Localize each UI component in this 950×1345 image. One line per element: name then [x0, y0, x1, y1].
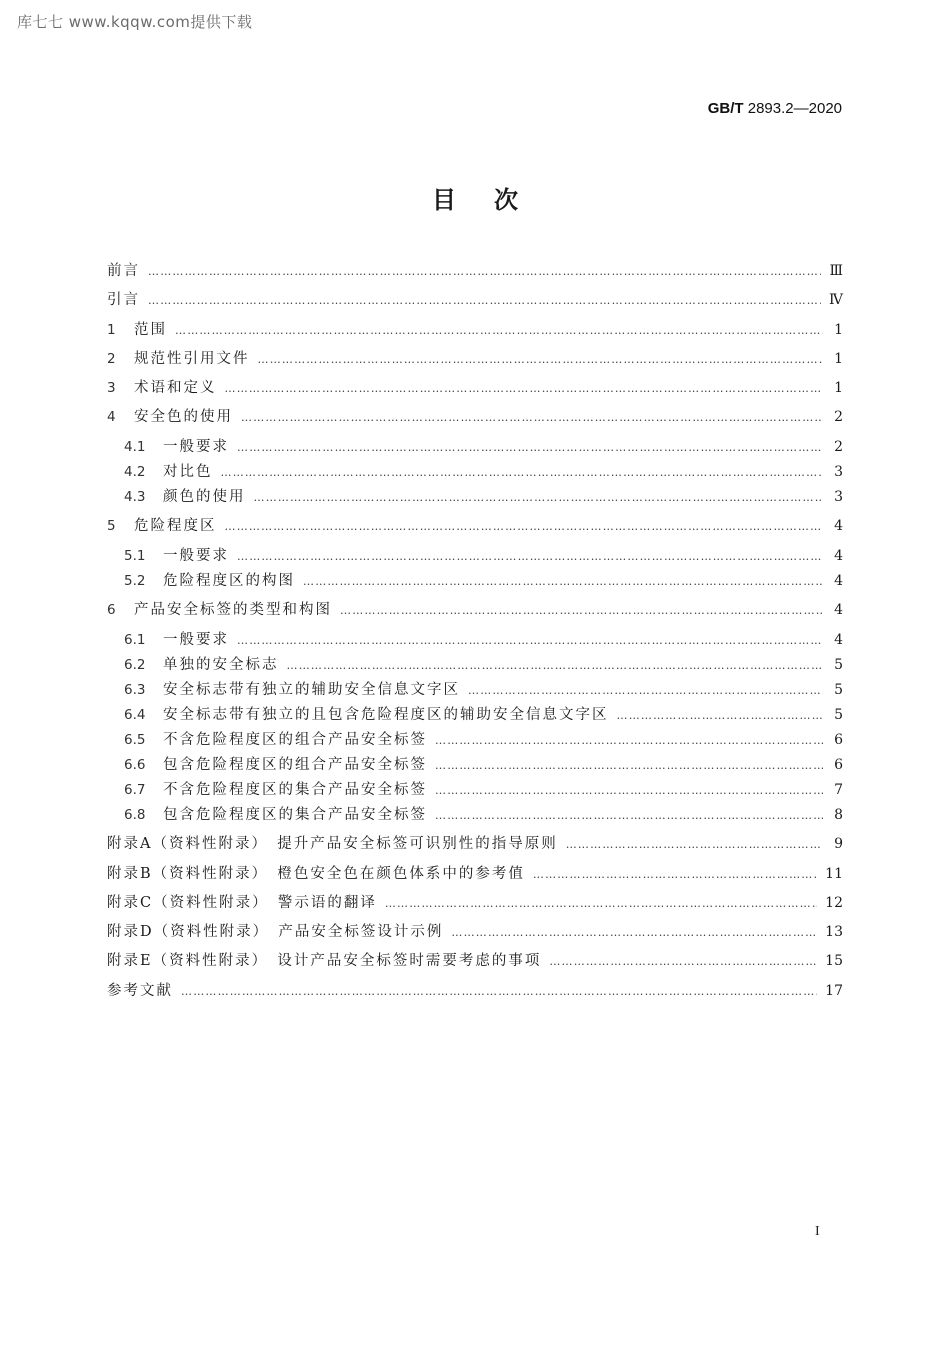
toc-entry-label: 附录B（资料性附录） 橙色安全色在颜色体系中的参考值: [107, 866, 525, 882]
toc-leader-dots: [533, 864, 817, 886]
toc-leader-dots: [175, 320, 823, 342]
toc-entry-page: 5: [834, 657, 843, 673]
toc-entry-label: 产品安全标签的类型和构图: [134, 602, 332, 618]
toc-entry-page: 11: [825, 866, 843, 882]
toc-entry[interactable]: [107, 570, 843, 592]
toc-entry-label: 规范性引用文件: [134, 351, 250, 367]
toc-entry-page: 2: [834, 409, 843, 425]
toc-entry-number: 6.7: [124, 782, 146, 798]
toc-entry[interactable]: [107, 319, 843, 341]
watermark-text: 库七七 www.kqqw.com提供下载: [17, 13, 253, 31]
toc-entry-page: 4: [834, 632, 843, 648]
toc-entry[interactable]: [107, 754, 843, 776]
toc-leader-dots: [617, 705, 824, 727]
toc-entry[interactable]: [107, 654, 843, 676]
toc-entry[interactable]: [107, 348, 843, 370]
toc-entry-page: 4: [834, 602, 843, 618]
toc-entry-number: 6.1: [124, 632, 146, 648]
toc-entry-number: 5: [107, 518, 116, 534]
toc-entry[interactable]: [107, 436, 843, 458]
toc-leader-dots: [148, 290, 821, 312]
toc-entry-page: 5: [834, 707, 843, 723]
toc-entry-page: 6: [834, 757, 843, 773]
toc-entry-label: 对比色: [163, 464, 213, 480]
toc-leader-dots: [549, 951, 817, 973]
standard-number: 2893.2—2020: [747, 100, 842, 117]
toc-leader-dots: [566, 834, 823, 856]
toc-leader-dots: [303, 571, 823, 593]
toc-entry-page: 7: [834, 782, 843, 798]
toc-leader-dots: [181, 981, 817, 1003]
toc-entry-number: 1: [107, 322, 116, 338]
standard-code: [708, 100, 842, 117]
toc-leader-dots: [451, 922, 817, 944]
toc-leader-dots: [385, 893, 817, 915]
toc-entry-number: 4.3: [124, 489, 146, 505]
toc-entry[interactable]: [107, 260, 843, 282]
toc-entry-page: 9: [834, 836, 843, 852]
toc-entry-number: 4: [107, 409, 116, 425]
toc-entry[interactable]: [107, 486, 843, 508]
toc-entry[interactable]: [107, 704, 843, 726]
toc-entry[interactable]: [107, 980, 843, 1002]
toc-entry-number: 3: [107, 380, 116, 396]
toc-leader-dots: [435, 755, 823, 777]
toc-leader-dots: [221, 462, 824, 484]
toc-entry[interactable]: [107, 599, 843, 621]
toc-entry[interactable]: [107, 950, 843, 972]
toc-entry-number: 6: [107, 602, 116, 618]
toc-entry-page: 12: [825, 895, 843, 911]
toc-entry-label: 一般要求: [163, 548, 229, 564]
toc-entry[interactable]: [107, 892, 843, 914]
toc-entry-number: 4.1: [124, 439, 146, 455]
toc-entry[interactable]: [107, 804, 843, 826]
toc-entry[interactable]: [107, 461, 843, 483]
toc-leader-dots: [287, 655, 824, 677]
toc-leader-dots: [225, 516, 824, 538]
toc-leader-dots: [258, 349, 824, 371]
toc-entry-number: 6.6: [124, 757, 146, 773]
toc-entry-page: 13: [825, 924, 843, 940]
toc-entry-label: 引言: [107, 292, 140, 308]
toc-entry-label: 附录D（资料性附录） 产品安全标签设计示例: [107, 924, 444, 940]
toc-entry[interactable]: [107, 377, 843, 399]
standard-prefix: GB/T: [707, 100, 744, 117]
toc-entry-page: 4: [834, 573, 843, 589]
toc-entry-page: 15: [825, 953, 843, 969]
toc-leader-dots: [225, 378, 824, 400]
toc-leader-dots: [237, 546, 823, 568]
toc-entry[interactable]: [107, 545, 843, 567]
toc-entry-number: 4.2: [124, 464, 146, 480]
toc-entry[interactable]: [107, 833, 843, 855]
page-number: I: [815, 1224, 820, 1239]
toc-leader-dots: [435, 805, 823, 827]
toc-entry-label: 附录E（资料性附录） 设计产品安全标签时需要考虑的事项: [107, 953, 542, 969]
toc-leader-dots: [237, 630, 823, 652]
toc-leader-dots: [340, 600, 823, 622]
toc-entry-label: 包含危险程度区的组合产品安全标签: [163, 757, 427, 773]
toc-entry-page: 5: [834, 682, 843, 698]
toc-entry-page: Ⅲ: [829, 263, 843, 279]
toc-entry[interactable]: [107, 679, 843, 701]
toc-entry-number: 6.8: [124, 807, 146, 823]
toc-entry[interactable]: [107, 921, 843, 943]
toc-entry-label: 附录C（资料性附录） 警示语的翻译: [107, 895, 377, 911]
toc-entry-page: 2: [834, 439, 843, 455]
toc-entry-page: 3: [834, 464, 843, 480]
toc-entry-number: 5.1: [124, 548, 146, 564]
toc-entry[interactable]: [107, 729, 843, 751]
toc-leader-dots: [241, 407, 823, 429]
toc-entry-label: 安全标志带有独立的且包含危险程度区的辅助安全信息文字区: [163, 707, 609, 723]
toc-entry-number: 5.2: [124, 573, 146, 589]
toc-entry-page: 4: [834, 518, 843, 534]
toc-entry[interactable]: [107, 515, 843, 537]
toc-entry-label: 参考文献: [107, 983, 173, 999]
toc-entry-page: 1: [834, 380, 843, 396]
toc-entry[interactable]: [107, 863, 843, 885]
toc-entry-number: 6.2: [124, 657, 146, 673]
toc-entry-label: 危险程度区的构图: [163, 573, 295, 589]
toc-entry-label: 安全标志带有独立的辅助安全信息文字区: [163, 682, 460, 698]
toc-entry-label: 前言: [107, 263, 140, 279]
toc-leader-dots: [468, 680, 823, 702]
toc-entry[interactable]: [107, 629, 843, 651]
toc-entry-label: 一般要求: [163, 632, 229, 648]
toc-entry-page: 4: [834, 548, 843, 564]
toc-entry-label: 术语和定义: [134, 380, 217, 396]
toc-entry-label: 一般要求: [163, 439, 229, 455]
toc-entry[interactable]: [107, 406, 843, 428]
toc-entry-number: 2: [107, 351, 116, 367]
toc-entry-number: 6.4: [124, 707, 146, 723]
toc-entry-page: 6: [834, 732, 843, 748]
toc-entry[interactable]: [107, 289, 843, 311]
toc-entry-label: 单独的安全标志: [163, 657, 279, 673]
toc-entry-number: 6.5: [124, 732, 146, 748]
toc-entry-page: 8: [834, 807, 843, 823]
toc-entry-page: 17: [825, 983, 843, 999]
toc-entry-page: 1: [834, 322, 843, 338]
toc-leader-dots: [237, 437, 823, 459]
toc-entry-number: 6.3: [124, 682, 146, 698]
toc-entry-label: 不含危险程度区的组合产品安全标签: [163, 732, 427, 748]
toc-entry-label: 颜色的使用: [163, 489, 246, 505]
toc-entry-label: 危险程度区: [134, 518, 217, 534]
toc-entry-label: 包含危险程度区的集合产品安全标签: [163, 807, 427, 823]
toc-entry-page: 3: [834, 489, 843, 505]
toc-entry-label: 安全色的使用: [134, 409, 233, 425]
page-title: 目次: [432, 186, 556, 214]
toc-entry[interactable]: [107, 779, 843, 801]
toc-entry-page: 1: [834, 351, 843, 367]
toc-entry-page: Ⅳ: [829, 292, 843, 308]
toc-leader-dots: [435, 730, 823, 752]
toc-leader-dots: [435, 780, 823, 802]
toc-entry-label: 附录A（资料性附录） 提升产品安全标签可识别性的指导原则: [107, 836, 558, 852]
toc-leader-dots: [254, 487, 824, 509]
toc-entry-label: 范围: [134, 322, 167, 338]
toc-entry-label: 不含危险程度区的集合产品安全标签: [163, 782, 427, 798]
toc-leader-dots: [148, 261, 821, 283]
